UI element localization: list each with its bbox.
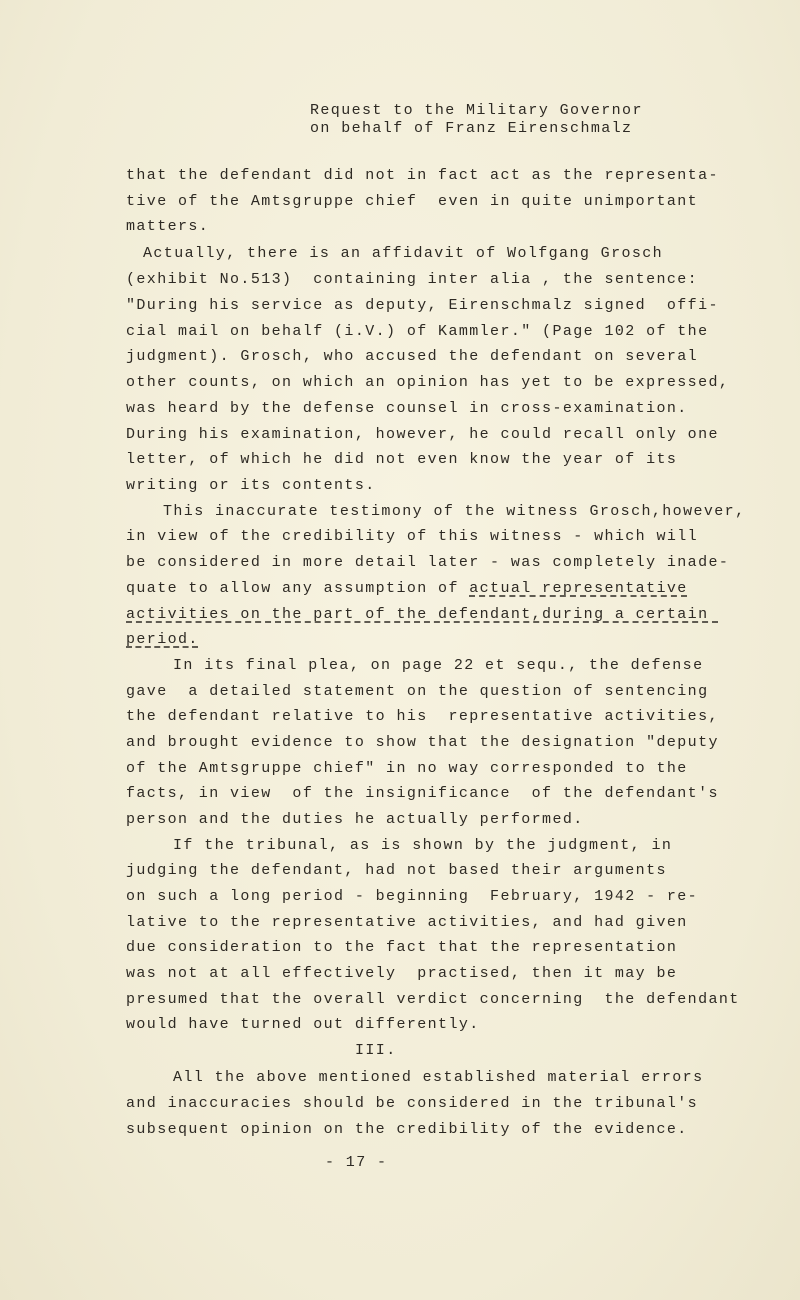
line-text: letter, of which he did not even know the year of its xyxy=(126,451,678,468)
text-line xyxy=(173,1068,703,1088)
header-line-1: Request to the Military Governor xyxy=(310,102,643,119)
line-text: lative to the representative activities, and had given xyxy=(126,914,688,931)
line-text: was heard by the defense counsel in cross-examination. xyxy=(126,400,688,417)
text-line xyxy=(126,296,719,316)
text-line xyxy=(126,733,719,753)
text-line xyxy=(163,502,745,522)
text-line xyxy=(126,373,729,393)
text-line xyxy=(126,166,719,186)
text-line xyxy=(126,579,688,599)
line-text: subsequent opinion on the credibility of the evidence. xyxy=(126,1121,688,1138)
text-line xyxy=(126,990,740,1010)
text-line xyxy=(126,759,688,779)
line-text: due consideration to the fact that the representation xyxy=(126,939,678,956)
line-text: in view of the credibility of this witness - which will xyxy=(126,528,699,545)
text-line xyxy=(126,450,677,470)
section-heading xyxy=(355,1041,397,1061)
text-line xyxy=(126,527,698,547)
header-line-2: on behalf of Franz Eirenschmalz xyxy=(310,120,633,137)
line-text: was not at all effectively practised, then it may be xyxy=(126,965,678,982)
text-line xyxy=(126,887,698,907)
text-line xyxy=(126,682,708,702)
text-line xyxy=(126,476,376,496)
line-text: on such a long period - beginning February, 1942 - re- xyxy=(126,888,699,905)
text-line xyxy=(126,964,677,984)
text-line xyxy=(126,707,719,727)
line-text: quate to allow any assumption of xyxy=(126,580,470,597)
line-text: other counts, on which an opinion has yet to be expressed, xyxy=(126,374,730,391)
text-line xyxy=(126,270,698,290)
text-line xyxy=(126,192,698,212)
text-line xyxy=(126,1015,480,1035)
text-line xyxy=(126,605,719,625)
line-text: and inaccuracies should be considered in the tribunal's xyxy=(126,1095,699,1112)
text-line xyxy=(126,399,688,419)
line-text: the defendant relative to his representative activities, xyxy=(126,708,719,725)
text-line xyxy=(143,244,663,264)
line-text: III. xyxy=(355,1042,397,1059)
text-line xyxy=(126,553,729,573)
underlined-text: actual representative xyxy=(469,580,688,597)
line-text: This inaccurate testimony of the witness Grosch,however, xyxy=(163,503,746,520)
line-text: facts, in view of the insignificance of the defendant's xyxy=(126,785,719,802)
line-text: If the tribunal, as is shown by the judgment, in xyxy=(173,837,673,854)
text-line xyxy=(126,861,667,881)
line-text: judgment). Grosch, who accused the defendant on several xyxy=(126,348,699,365)
text-line xyxy=(126,425,719,445)
line-text: gave a detailed statement on the question of sentencing xyxy=(126,683,709,700)
line-text: and brought evidence to show that the designation "deputy xyxy=(126,734,719,751)
underlined-text: activities on the part of the defendant,during a certain xyxy=(126,606,719,623)
text-line xyxy=(173,656,703,676)
line-text: person and the duties he actually performed. xyxy=(126,811,584,828)
line-text: judging the defendant, had not based their arguments xyxy=(126,862,667,879)
text-line xyxy=(126,217,209,237)
line-text: In its final plea, on page 22 et sequ., the defense xyxy=(173,657,704,674)
line-text: presumed that the overall verdict concerning the defendant xyxy=(126,991,740,1008)
text-line xyxy=(126,347,698,367)
line-text: Actually, there is an affidavit of Wolfgang Grosch xyxy=(143,245,664,262)
line-text: tive of the Amtsgruppe chief even in quite unimportant xyxy=(126,193,699,210)
text-line xyxy=(173,836,672,856)
line-text: matters. xyxy=(126,218,210,235)
line-text: that the defendant did not in fact act as the representa- xyxy=(126,167,719,184)
line-text: All the above mentioned established material errors xyxy=(173,1069,704,1086)
text-line xyxy=(126,784,719,804)
text-line xyxy=(126,810,584,830)
text-line xyxy=(126,913,688,933)
line-text: be considered in more detail later - was completely inade- xyxy=(126,554,730,571)
line-text: cial mail on behalf (i.V.) of Kammler." (Page 102 of the xyxy=(126,323,709,340)
text-line xyxy=(126,630,199,650)
page-number: - 17 - xyxy=(325,1154,388,1171)
underlined-text: period. xyxy=(126,631,199,648)
line-text: would have turned out differently. xyxy=(126,1016,480,1033)
line-text: "During his service as deputy, Eirenschmalz signed offi- xyxy=(126,297,719,314)
line-text: (exhibit No.513) containing inter alia , the sentence: xyxy=(126,271,699,288)
text-line xyxy=(126,1094,698,1114)
line-text: During his examination, however, he could recall only one xyxy=(126,426,719,443)
line-text: writing or its contents. xyxy=(126,477,376,494)
text-line xyxy=(126,1120,688,1140)
text-line xyxy=(126,938,677,958)
line-text: of the Amtsgruppe chief" in no way corresponded to the xyxy=(126,760,688,777)
text-line xyxy=(126,322,708,342)
